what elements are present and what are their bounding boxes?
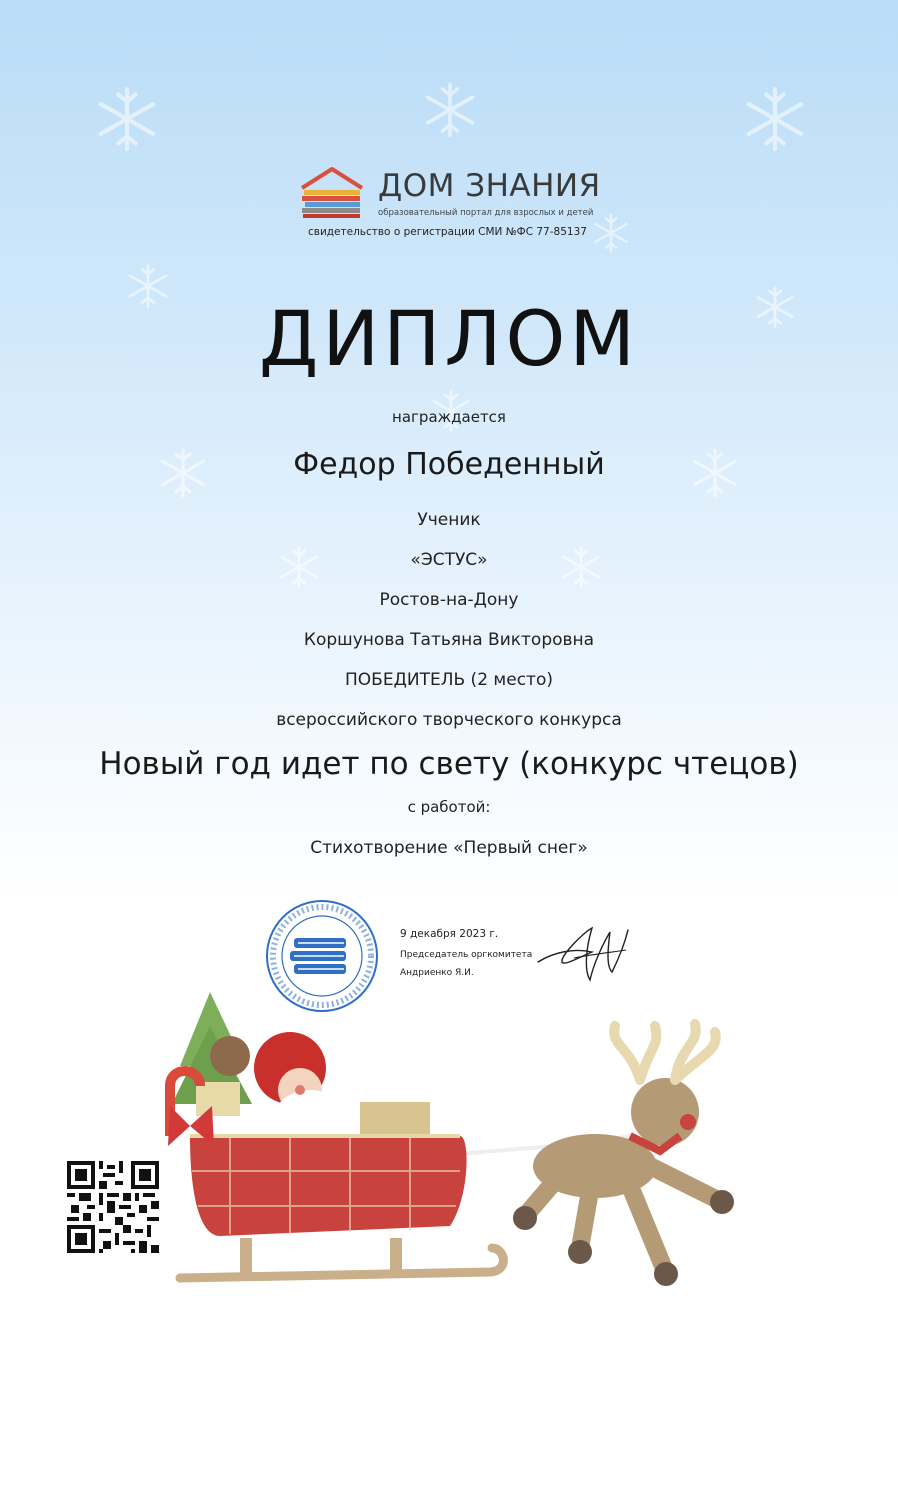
signature-name: Андриенко Я.И. — [400, 968, 474, 978]
santa-sleigh-illustration — [160, 986, 760, 1296]
place-label: ПОБЕДИТЕЛЬ (2 место) — [345, 670, 553, 690]
handwritten-signature — [534, 922, 630, 986]
qr-code — [67, 1161, 159, 1253]
house-books-icon — [298, 166, 366, 218]
work-title: Стихотворение «Первый снег» — [310, 838, 588, 858]
supervisor-name: Коршунова Татьяна Викторовна — [303, 630, 595, 650]
snowflake-icon — [92, 84, 162, 154]
contest-type: всероссийского творческого конкурса — [276, 710, 622, 730]
awarded-label: награждается — [392, 408, 506, 426]
snowflake-icon — [420, 80, 480, 140]
organization-name: «ЭСТУС» — [410, 550, 488, 570]
recipient-name: Федор Победенный — [293, 447, 605, 482]
work-label: с работой: — [407, 798, 491, 816]
logo — [298, 166, 608, 246]
registration-number: свидетельство о регистрации СМИ №ФС 77-85137 — [308, 226, 587, 238]
contest-name: Новый год идет по свету (конкурс чтецов) — [99, 746, 799, 782]
signature-role: Председатель оргкомитета — [400, 950, 533, 960]
city-name: Ростов-на-Дону — [379, 590, 519, 610]
logo-title: ДОМ ЗНАНИЯ — [378, 168, 601, 204]
snowflake-icon — [740, 84, 810, 154]
logo-subtitle: образовательный портал для взрослых и детей — [378, 208, 594, 218]
recipient-role: Ученик — [417, 510, 481, 530]
diploma-title: ДИПЛОМ — [259, 294, 639, 383]
signature-date: 9 декабря 2023 г. — [400, 928, 499, 940]
